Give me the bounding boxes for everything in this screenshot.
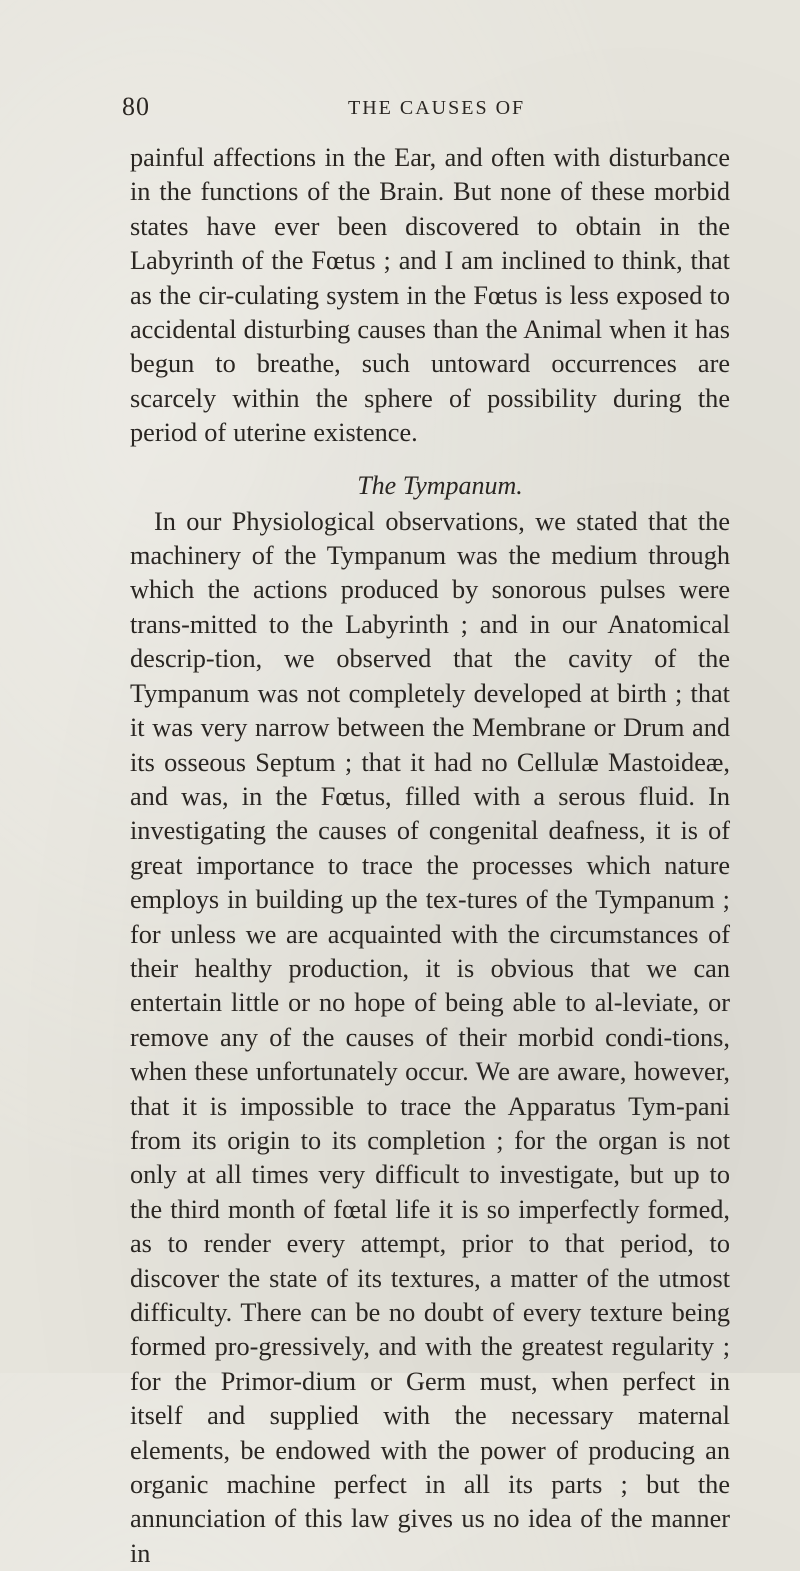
section-heading: The Tympanum. xyxy=(357,470,523,500)
paragraph-tympanum: In our Physiological observations, we stated that the machinery of the Tympanum was the medium through which the actions produced by sonorous pulses were trans-mitted to the Labyrinth ; and in our Anatomical descrip-tion, we observed that the cavity of the Tympanum was not completely developed at birth ; that it was very narrow between the Membrane or Drum and its osseous Septum ; that it had no Cellulæ Mastoideæ, and was, in the Fœtus, filled with a serous fluid. In investigating the causes of congenital deafness, it is of great importance to trace the processes which nature employs in building up the tex-tures of the Tympanum ; for unless we are acquainted with the circumstances of their healthy production, it is obvious that we can entertain little or no hope of being able to al-leviate, or remove any of the causes of their morbid condi-tions, when these unfortunately occur. We are aware, however, that it is impossible to trace the Apparatus Tym-pani from its origin to its completion ; for the organ is not only at all times very difficult to investigate, but up to the third month of fœtal life it is so imperfectly formed, as to render every attempt, prior to that period, to discover the state of its textures, a matter of the utmost difficulty. There can be no doubt of every texture being formed pro-gressively, and with the greatest regularity ; for the Primor-dium or Germ must, when perfect in itself and supplied with the necessary maternal elements, be endowed with the power of producing an organic machine perfect in all its parts ; but the annunciation of this law gives us no idea of the manner in xyxy=(130,506,730,1568)
running-title: THE CAUSES OF xyxy=(348,97,526,119)
body-text xyxy=(130,141,730,1571)
running-head xyxy=(122,92,712,126)
paragraph-continued: painful affections in the Ear, and often with disturbance in the functions of the Brain. But none of these morbid states have ever been discovered to obtain in the Labyrinth of the Fœtus ; and I am inclined to think, that as the cir-culating system in the Fœtus is less exposed to accidental disturbing causes than the Animal when it has begun to breathe, such untoward occurrences are scarcely within the sphere of possibility during the period of uterine existence. xyxy=(130,143,730,448)
page-number: 80 xyxy=(122,92,150,121)
